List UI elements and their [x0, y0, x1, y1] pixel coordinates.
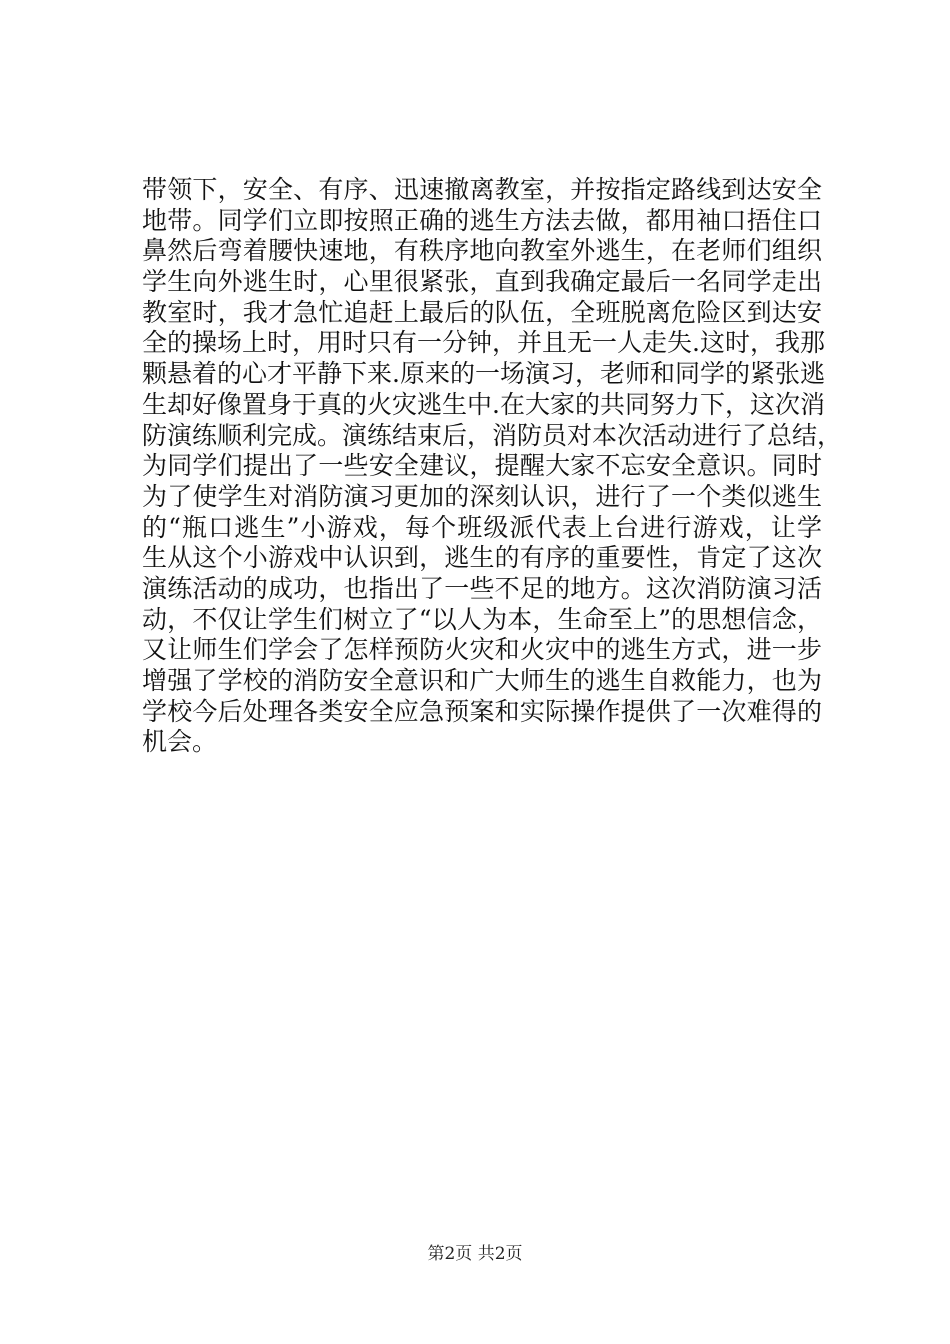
paragraph-line-16: 又让师生们学会了怎样预防火灾和火灾中的逃生方式，进一步 [142, 635, 822, 665]
paragraph-line-11: 为了使学生对消防演习更加的深刻认识，进行了一个类似逃生 [142, 481, 822, 511]
paragraph-line-14: 演练活动的成功，也指出了一些不足的地方。这次消防演习活 [142, 573, 822, 603]
paragraph-line-6: 全的操场上时，用时只有一分钟，并且无一人走失.这时，我那 [142, 328, 825, 358]
paragraph-line-1: 带领下，安全、有序、迅速撤离教室，并按指定路线到达安全 [142, 175, 822, 204]
page-footer [0, 1244, 950, 1264]
paragraph-line-13: 生从这个小游戏中认识到，逃生的有序的重要性，肯定了这次 [142, 543, 822, 573]
paragraph-line-7: 颗悬着的心才平静下来.原来的一场演习，老师和同学的紧张逃 [142, 359, 825, 389]
paragraph-line-19: 机会。 [142, 727, 218, 757]
paragraph-line-3: 鼻然后弯着腰快速地，有秩序地向教室外逃生，在老师们组织 [142, 236, 822, 266]
paragraph-line-5: 教室时，我才急忙追赶上最后的队伍，全班脱离危险区到达安 [142, 297, 822, 327]
paragraph-line-15: 动，不仅让学生们树立了“以人为本，生命至上”的思想信念， [142, 604, 822, 634]
paragraph-line-4: 学生向外逃生时，心里很紧张，直到我确定最后一名同学走出 [142, 267, 822, 297]
paragraph-line-17: 增强了学校的消防安全意识和广大师生的逃生自救能力，也为 [142, 666, 822, 695]
body-paragraph [142, 175, 843, 758]
paragraph-line-2: 地带。同学们立即按照正确的逃生方法去做，都用袖口捂住口 [142, 205, 822, 235]
paragraph-line-9: 防演练顺利完成。演练结束后，消防员对本次活动进行了总结， [142, 420, 843, 450]
paragraph-line-10: 为同学们提出了一些安全建议，提醒大家不忘安全意识。同时 [142, 451, 822, 481]
paragraph-line-12: 的“瓶口逃生”小游戏，每个班级派代表上台进行游戏，让学 [142, 512, 822, 542]
paragraph-line-8: 生却好像置身于真的火灾逃生中.在大家的共同努力下，这次消 [142, 389, 825, 419]
paragraph-line-18: 学校今后处理各类安全应急预案和实际操作提供了一次难得的 [142, 696, 822, 726]
page-number-label: 第2页 共2页 [427, 1244, 523, 1264]
